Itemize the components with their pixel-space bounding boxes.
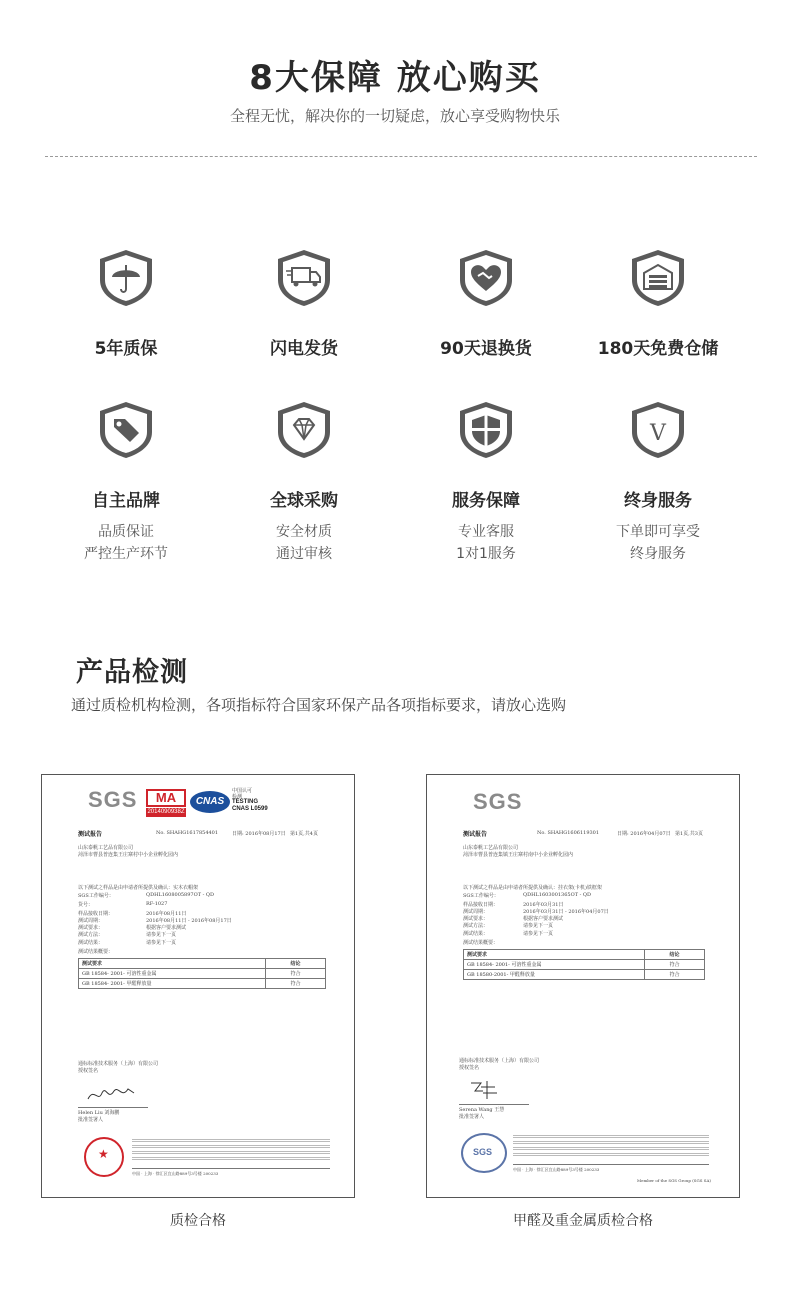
feature-title: 90天退换货 <box>440 339 532 359</box>
field-value: 请参见下一页 <box>523 923 554 929</box>
issuer-sub: 授权签名 <box>78 1068 99 1074</box>
section-title: 产品检测 <box>76 657 188 688</box>
table-header-row <box>464 950 705 960</box>
fine-print-line <box>513 1135 709 1138</box>
footer-line <box>132 1168 330 1169</box>
table-row <box>464 970 705 980</box>
table-cell: 符合 <box>645 960 705 970</box>
cnas-logo: CNAS <box>190 791 230 813</box>
feature-title: 服务保障 <box>452 491 520 511</box>
report-number: No. SHAHG1617854401 <box>156 830 219 836</box>
feature-desc-line2: 通过审核 <box>276 546 332 562</box>
cnas-number: CNAS L0599 <box>232 806 268 812</box>
member-text: Member of the SGS Group (SGS SA) <box>637 1178 711 1183</box>
report-page: 第1页,共4页 <box>290 831 318 837</box>
field-value: 2016年03月31日 <box>523 902 564 908</box>
tag-shield-icon <box>99 401 153 459</box>
address: 菏泽市曹县普连集镇王庄寨村南中小企业孵化园内 <box>463 852 574 858</box>
field-value: 请参见下一页 <box>146 940 177 946</box>
fine-print-line <box>132 1151 330 1154</box>
field-label: 测试要求： <box>463 916 489 922</box>
field-value: 根据客户要求测试 <box>146 925 187 931</box>
handshake-shield-icon <box>459 249 513 307</box>
feature-title: 自主品牌 <box>92 491 160 511</box>
feature-title: 5年质保 <box>94 339 158 359</box>
issuer: 通标标准技术服务（上海）有限公司 <box>78 1061 159 1067</box>
feature-warranty <box>51 249 201 359</box>
feature-storage <box>583 249 733 359</box>
feature-fast-delivery <box>229 249 379 359</box>
feature-desc-line2: 严控生产环节 <box>84 546 168 562</box>
table-header-row <box>79 959 326 969</box>
address: 菏泽市曹县普连集王庄寨村中小企业孵化园内 <box>78 852 179 858</box>
umbrella-shield-icon <box>99 249 153 307</box>
certificate-caption: 甲醛及重金属质检合格 <box>513 1213 653 1229</box>
table-row <box>79 979 326 989</box>
field-value: 根据客户要求测试 <box>523 916 564 922</box>
feature-title: 全球采购 <box>270 491 338 511</box>
field-label: 货号： <box>78 902 94 908</box>
report-date: 日期: 2016年08月17日 <box>232 831 286 837</box>
cross-shield-icon <box>459 401 513 459</box>
field-label: 测试要求： <box>78 925 104 931</box>
cnas-mid: 检测 <box>232 794 243 800</box>
signature-line <box>78 1107 148 1108</box>
table-cell: 符合 <box>266 969 326 979</box>
field-label: 测试方法： <box>463 923 489 929</box>
table-cell: 符合 <box>266 979 326 989</box>
report-date: 日期: 2016年04月07日 <box>617 831 671 837</box>
red-seal-icon: ★ <box>84 1137 124 1177</box>
feature-desc-line1: 专业客服 <box>458 524 514 540</box>
field-label: 测试结果： <box>463 931 489 937</box>
feature-desc-line1: 品质保证 <box>98 524 154 540</box>
ma-logo: MA <box>146 789 186 807</box>
table-header-cell: 结论 <box>645 950 705 960</box>
feature-title: 终身服务 <box>624 491 692 511</box>
field-value: 请参见下一页 <box>146 932 177 938</box>
feature-global-sourcing <box>229 401 379 565</box>
field-label: 测试周期： <box>78 918 104 924</box>
summary-label: 测试结果概要： <box>463 940 499 946</box>
blue-seal-icon: SGS <box>461 1133 507 1173</box>
report-number: No. SHAHG1606119301 <box>537 830 600 836</box>
feature-service <box>411 401 561 565</box>
v-shield-icon <box>631 401 685 459</box>
field-label: SGS工作编号： <box>463 893 499 899</box>
feature-title: 180天免费仓储 <box>597 339 719 359</box>
fine-print-line <box>132 1139 330 1142</box>
issuer-sub: 授权签名 <box>459 1065 480 1071</box>
signature-line <box>459 1104 529 1105</box>
field-value: RF-1027 <box>146 901 168 907</box>
ma-number: 2014090938Z <box>147 809 185 815</box>
warehouse-shield-icon <box>631 249 685 307</box>
certificate-caption: 质检合格 <box>170 1213 226 1229</box>
issuer: 通标标准技术服务（上海）有限公司 <box>459 1058 540 1064</box>
field-label: 测试结果： <box>78 940 104 946</box>
report-page: 第1页,共3页 <box>675 831 703 837</box>
intro: 以下测试之样品是由申请者所提供及确认：挂衣架(卡机)铁框架 <box>463 885 602 891</box>
table-row <box>79 969 326 979</box>
company: 山东泰帆工艺品有限公司 <box>78 845 134 851</box>
table-row <box>464 960 705 970</box>
feature-desc-line1: 下单即可享受 <box>616 524 700 540</box>
page-title: 8大保障 放心购买 <box>249 58 541 98</box>
result-table <box>78 958 326 989</box>
feature-returns <box>411 249 561 359</box>
section-subtitle: 通过质检机构检测，各项指标符合国家环保产品各项指标要求，请放心选购 <box>71 696 567 714</box>
feature-desc-line2: 终身服务 <box>630 546 686 562</box>
result-table <box>463 949 705 980</box>
feature-lifetime <box>583 401 733 565</box>
signer-role: 批准签署人 <box>459 1114 485 1120</box>
table-header-cell: 结论 <box>266 959 326 969</box>
signature-mark <box>86 1083 136 1105</box>
table-cell: 符合 <box>645 970 705 980</box>
certificate-quality <box>41 774 355 1198</box>
table-header-cell: 测试要求 <box>79 959 266 969</box>
field-label: 测试方法： <box>78 932 104 938</box>
dashed-divider <box>45 156 757 157</box>
svg-text:V: V <box>650 421 666 446</box>
report-label: 测试报告 <box>78 831 103 838</box>
cnas-testing: TESTING <box>232 799 259 805</box>
table-cell: GB 18584- 2001- 可溶性重金属 <box>79 969 266 979</box>
fine-print-line <box>132 1157 330 1160</box>
feature-brand <box>51 401 201 565</box>
field-value: 2016年08月11日 - 2016年08月17日 <box>146 918 232 924</box>
feature-desc-line1: 安全材质 <box>276 524 332 540</box>
signer: Helen Liu 刘海鹏 <box>78 1110 120 1116</box>
fine-print-line <box>132 1145 330 1148</box>
signer: Serena Wang 王慧 <box>459 1107 505 1113</box>
summary-label: 测试结果概要： <box>78 949 114 955</box>
feature-title: 闪电发货 <box>270 339 338 359</box>
intro: 以下测试之样品是由申请者所提供及确认：实木衣帽架 <box>78 885 199 891</box>
signature-mark <box>467 1077 507 1103</box>
signer-role: 批准签署人 <box>78 1117 104 1123</box>
field-label: 样品接收日期： <box>78 911 114 917</box>
diamond-shield-icon <box>277 401 331 459</box>
fine-print-line <box>513 1141 709 1144</box>
table-cell: GB 18584- 2001- 甲醛释放量 <box>79 979 266 989</box>
field-label: SGS工作编号： <box>78 893 114 899</box>
field-value: 2016年08月11日 <box>146 911 187 917</box>
footer-city: 中国 · 上海 · 徐汇区宜山路889号3号楼 200233 <box>513 1167 600 1172</box>
fine-print-line <box>513 1147 709 1150</box>
sgs-logo: SGS <box>473 789 523 814</box>
field-label: 样品接收日期： <box>463 902 499 908</box>
table-cell: GB 18584- 2001- 可溶性重金属 <box>464 960 645 970</box>
field-label: 测试周期： <box>463 909 489 915</box>
table-cell: GB 18580-2001- 甲醛释放量 <box>464 970 645 980</box>
field-value: 2016年03月31日 - 2016年04月07日 <box>523 909 609 915</box>
footer-city: 中国 · 上海 · 徐汇区宜山路889号3号楼 200233 <box>132 1171 219 1176</box>
footer-line <box>513 1164 709 1165</box>
field-value: QDHL1603001365OT - QD <box>523 892 592 898</box>
cnas-top: 中国认可 <box>232 788 253 794</box>
field-value: QDHL1608005897OT - QD <box>146 892 215 898</box>
field-value: 请参见下一页 <box>523 931 554 937</box>
page-subtitle: 全程无忧，解决你的一切疑虑，放心享受购物快乐 <box>229 107 560 125</box>
sgs-logo: SGS <box>88 787 138 812</box>
company: 山东泰帆工艺品有限公司 <box>463 845 519 851</box>
certificate-formaldehyde <box>426 774 740 1198</box>
feature-desc-line2: 1对1服务 <box>456 546 516 562</box>
report-label: 测试报告 <box>463 831 488 838</box>
fine-print-line <box>513 1153 709 1156</box>
table-header-cell: 测试要求 <box>464 950 645 960</box>
truck-shield-icon <box>277 249 331 307</box>
